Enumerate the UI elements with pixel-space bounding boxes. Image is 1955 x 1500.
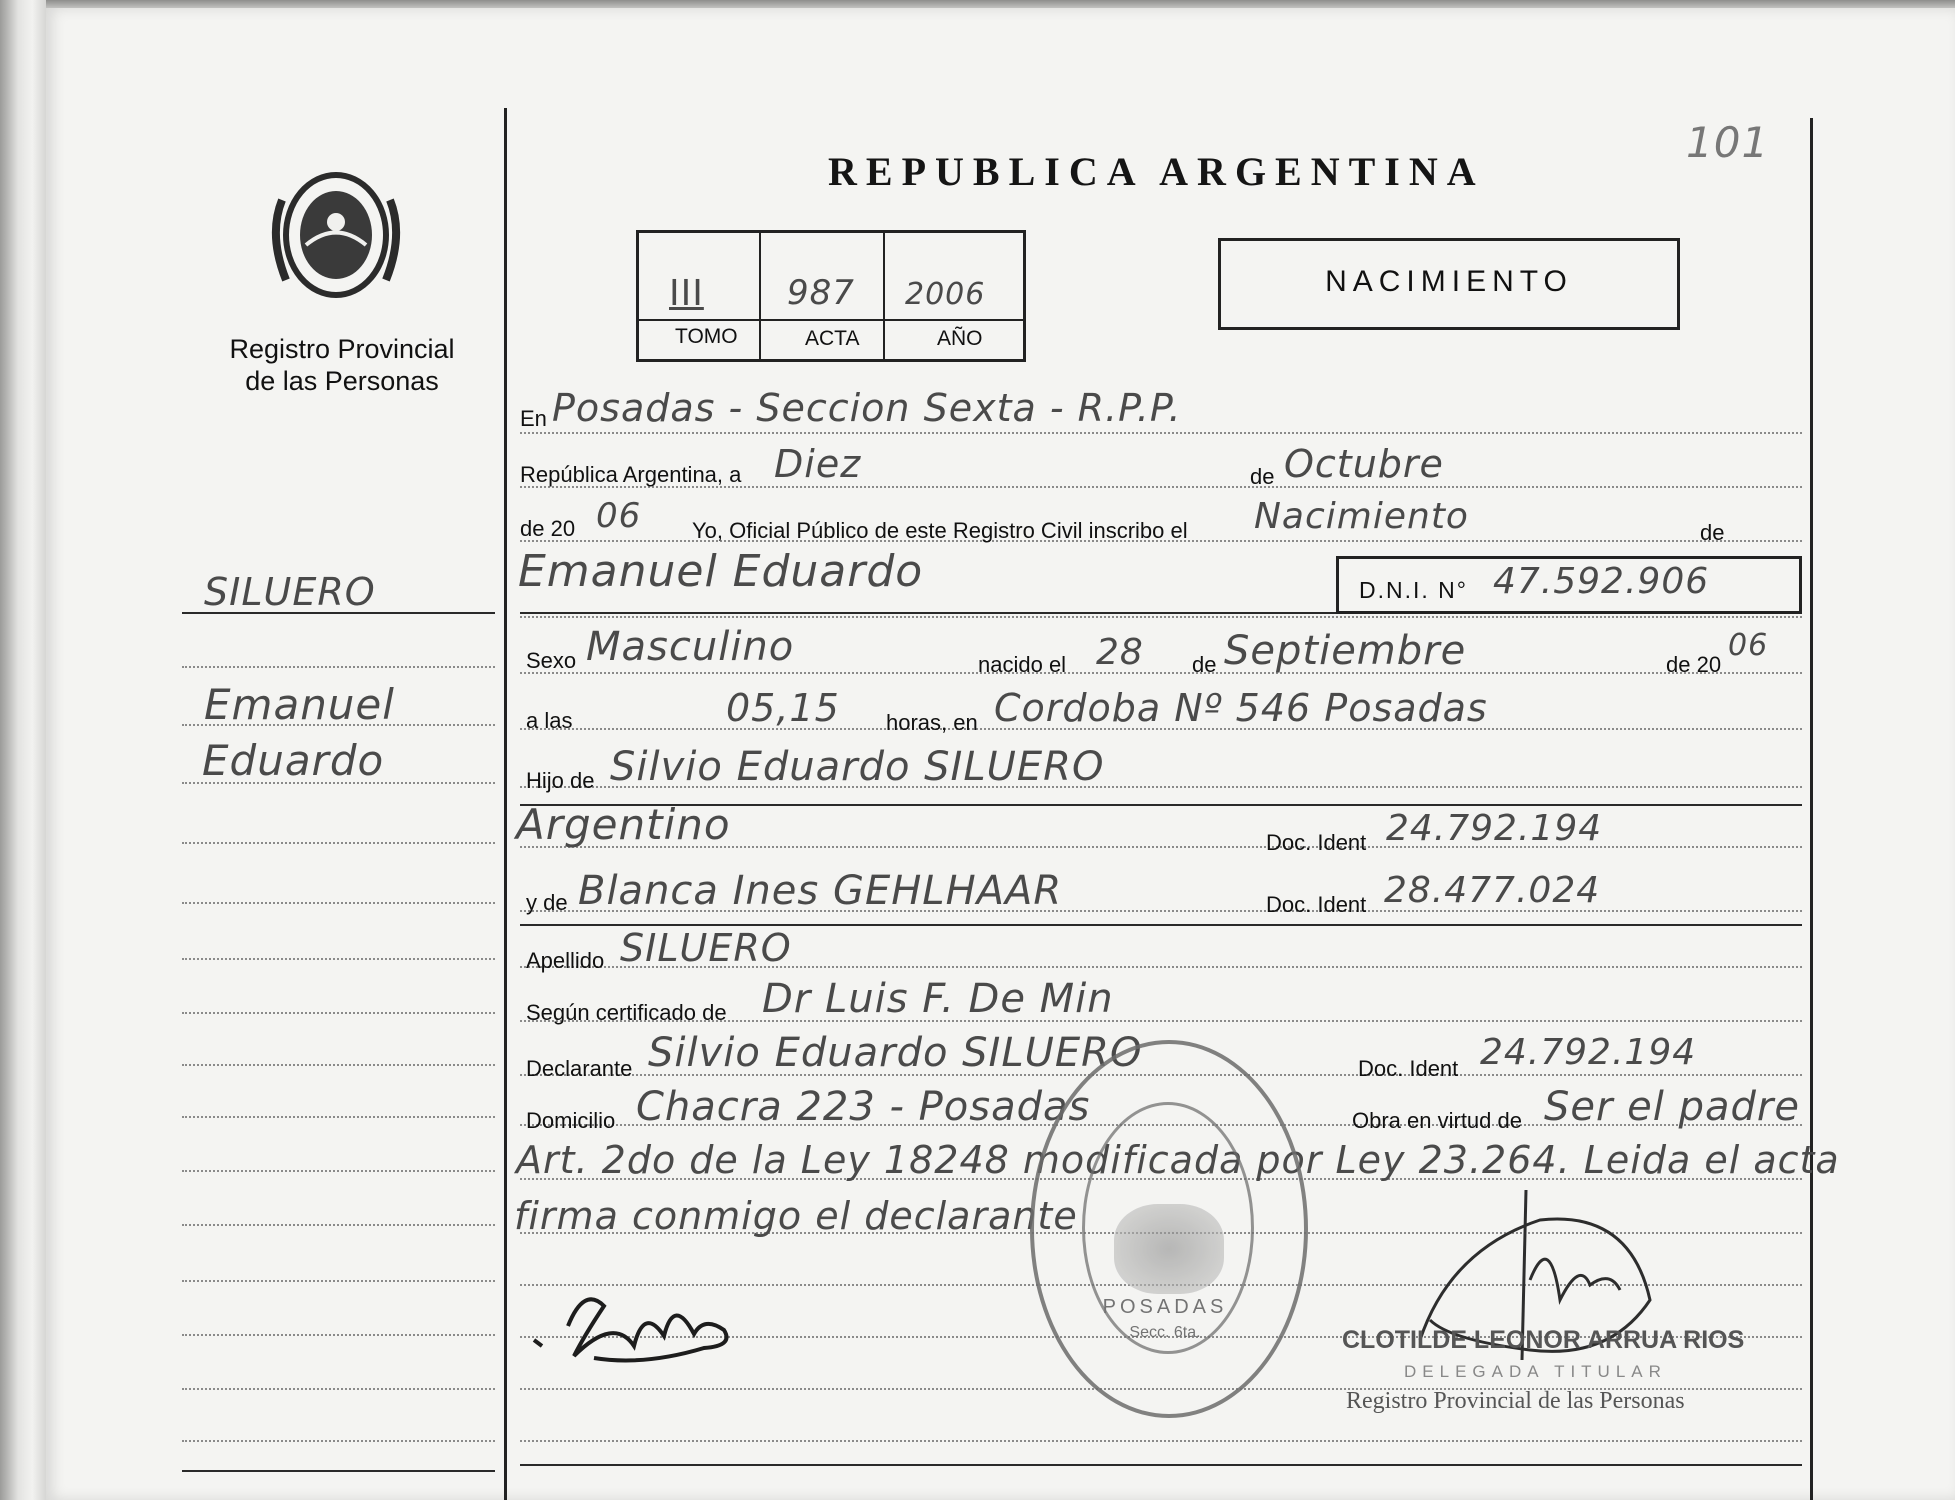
label-doc-ident-declarante: Doc. Ident (1358, 1056, 1459, 1081)
dni-box (1336, 556, 1802, 614)
label-y-de: y de (526, 890, 568, 915)
field-lugar: Posadas - Seccion Sexta - R.P.P. (552, 386, 1182, 430)
field-certificado: Dr Luis F. De Min (762, 976, 1114, 1022)
field-texto-1: Art. 2do de la Ley 18248 modificada por Ley 23.264. Leida el acta (516, 1138, 1840, 1182)
label-nacido: nacido el (978, 652, 1067, 677)
field-texto-2: firma conmigo el declarante (514, 1194, 1078, 1238)
field-madre: Blanca Ines GEHLHAAR (578, 868, 1063, 914)
label-de-end: de (1700, 520, 1725, 545)
label-doc-ident-padre: Doc. Ident (1266, 830, 1367, 855)
field-lugar-nacimiento: Cordoba Nº 546 Posadas (994, 686, 1488, 730)
acta-label: ACTA (805, 327, 860, 350)
field-inscripcion: Nacimiento (1254, 496, 1469, 537)
record-type: NACIMIENTO (1325, 265, 1573, 298)
tomo-label: TOMO (675, 325, 738, 348)
label-obra: Obra en virtud de (1352, 1108, 1522, 1133)
tomo-value: III (669, 273, 704, 314)
record-number-box (636, 230, 1026, 362)
label-horas-en: horas, en (886, 710, 978, 735)
book-binding (0, 0, 46, 1500)
field-doc-madre: 28.477.024 (1384, 870, 1601, 911)
field-dni: 47.592.906 (1493, 561, 1710, 602)
label-de-mes: de (1250, 464, 1275, 489)
right-border (1810, 118, 1813, 1500)
stamp-section: Secc. 6ta. (1129, 1324, 1201, 1341)
label-oficial: Yo, Oficial Público de este Registro Civil inscribo el (692, 518, 1188, 543)
field-dia: Diez (774, 442, 862, 486)
field-mes: Octubre (1284, 442, 1444, 486)
margin-surname: SILUERO (204, 570, 376, 614)
declarant-signature-icon (524, 1276, 764, 1376)
stamp-city: POSADAS (1102, 1296, 1228, 1318)
label-apellido: Apellido (526, 948, 605, 973)
field-sexo: Masculino (586, 624, 795, 670)
label-doc-ident-madre: Doc. Ident (1266, 892, 1367, 917)
field-apellido: SILUERO (620, 926, 792, 970)
margin-rule (182, 612, 495, 614)
acta-value: 987 (787, 273, 855, 313)
label-dni: D.N.I. N° (1359, 577, 1468, 603)
page-number: 101 (1686, 118, 1770, 167)
registry-stamp (1030, 1040, 1308, 1418)
label-de-nacido-mes: de (1192, 652, 1217, 677)
field-nacido-mes: Septiembre (1224, 628, 1467, 674)
label-segun: Según certificado de (526, 1000, 727, 1025)
province-emblem-icon (268, 160, 404, 310)
label-declarante: Declarante (526, 1056, 633, 1081)
field-nacido-dia: 28 (1096, 632, 1144, 673)
field-virtud: Ser el padre (1544, 1084, 1800, 1130)
margin-given-name-1: Emanuel (204, 680, 395, 729)
registry-name-line1: Registro Provincial (229, 334, 455, 364)
field-anio: 06 (596, 496, 642, 536)
officer-role: DELEGADA TITULAR (1404, 1362, 1667, 1381)
field-padre: Silvio Eduardo SILUERO (610, 744, 1105, 790)
label-en: En (520, 406, 547, 431)
label-republica: República Argentina, a (520, 462, 742, 487)
field-domicilio: Chacra 223 - Posadas (636, 1084, 1091, 1130)
field-doc-declarante: 24.792.194 (1480, 1032, 1697, 1073)
anio-value: 2006 (905, 277, 986, 312)
label-de-20: de 20 (520, 516, 576, 541)
officer-name: CLOTILDE LEONOR ARRUA RIOS (1342, 1326, 1745, 1354)
margin-divider (504, 108, 507, 1500)
field-declarante: Silvio Eduardo SILUERO (648, 1030, 1143, 1076)
label-domicilio: Domicilio (526, 1108, 616, 1133)
officer-registry: Registro Provincial de las Personas (1346, 1388, 1685, 1414)
margin-given-name-2: Eduardo (202, 736, 385, 785)
label-hijo-de: Hijo de (526, 768, 595, 793)
label-de-20b: de 20 (1666, 652, 1722, 677)
field-nombre: Emanuel Eduardo (518, 546, 924, 597)
field-doc-padre: 24.792.194 (1386, 808, 1603, 849)
label-sexo: Sexo (526, 648, 577, 673)
record-type-box (1218, 238, 1680, 330)
registry-name-line2: de las Personas (245, 366, 439, 396)
field-nacionalidad: Argentino (516, 800, 731, 849)
country-title: REPUBLICA ARGENTINA (828, 149, 1485, 194)
label-a-las: a las (526, 708, 573, 733)
field-nacido-anio: 06 (1728, 628, 1769, 663)
anio-label: AÑO (937, 327, 983, 350)
field-hora: 05,15 (726, 686, 840, 730)
